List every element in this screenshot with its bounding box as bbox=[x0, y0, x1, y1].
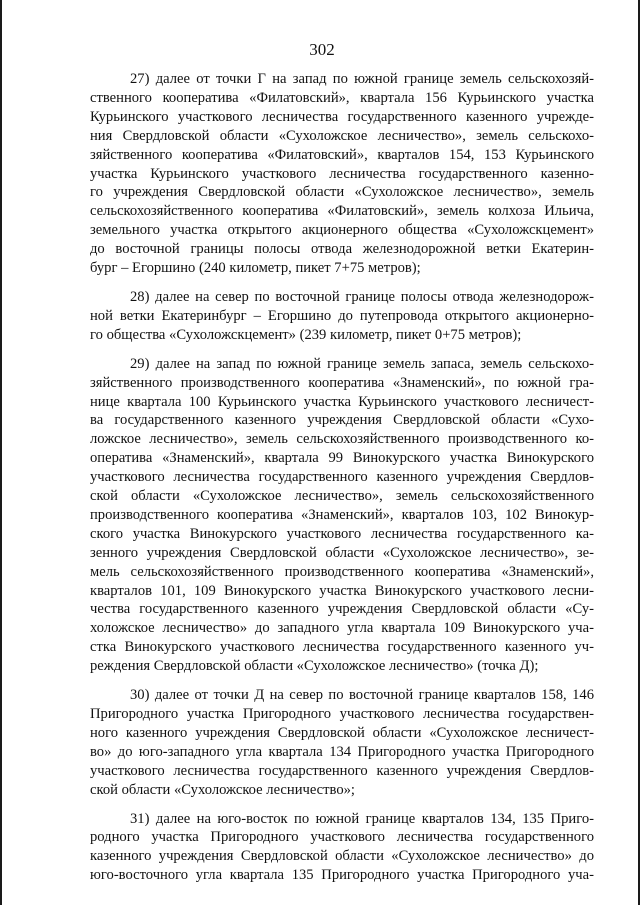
document-body bbox=[90, 70, 594, 895]
text-line: ственного кооператива «Филатовский», квартала 156 Курьинского участка bbox=[90, 89, 594, 106]
text-line: во» до юго-западного угла квартала 134 Пригородного участка Пригородного bbox=[90, 743, 594, 760]
text-line: Курьинского участкового лесничества государственного казенного учрежде- bbox=[90, 108, 594, 125]
text-line: 30) далее от точки Д на север по восточной границе кварталов 158, 146 bbox=[130, 687, 594, 704]
text-line: чества государственного казенного учреждения Свердловской области «Су- bbox=[90, 601, 594, 618]
paragraph bbox=[90, 355, 594, 676]
text-line: зяйственного кооператива «Филатовский», кварталов 154, 153 Курьинского bbox=[90, 146, 594, 163]
text-line: кварталов 101, 109 Винокурского участка Винокурского участкового лесни- bbox=[90, 582, 594, 599]
paragraph bbox=[90, 70, 594, 278]
text-line: 28) далее на север по восточной границе полосы отвода железнодорож- bbox=[130, 288, 594, 305]
text-line: казенного учреждения Свердловской области «Сухоложское лесничество» до bbox=[90, 848, 594, 865]
text-line: земельного участка открытого акционерного общества «Сухоложскцемент» bbox=[90, 222, 594, 239]
text-line: сельскохозяйственного кооператива «Филатовский», земель колхоза Ильича, bbox=[90, 203, 594, 220]
text-line: реждения Свердловской области «Сухоложское лесничество» (точка Д); bbox=[90, 658, 539, 675]
text-line: 27) далее от точки Г на запад по южной границе земель сельскохозяй- bbox=[130, 71, 594, 87]
text-line: Пригородного участка Пригородного участкового лесничества государствен- bbox=[90, 706, 594, 722]
text-line: зяйственного производственного кооператива «Знаменский», по южной гра- bbox=[90, 374, 594, 391]
paragraph bbox=[90, 686, 594, 799]
text-line: го учреждения Свердловской области «Сухоложское лесничество», земель bbox=[90, 184, 594, 201]
text-line: родного участка Пригородного участкового лесничества государственного bbox=[90, 829, 594, 846]
text-line: нице квартала 100 Курьинского участка Курьинского участкового лесничест- bbox=[90, 393, 594, 410]
text-line: бург – Егоршино (240 километр, пикет 7+75 метров); bbox=[90, 260, 421, 277]
text-line: 29) далее на запад по южной границе земель запаса, земель сельскохо- bbox=[130, 355, 594, 372]
paragraph bbox=[90, 810, 594, 886]
text-line: холожское лесничество» до западного угла квартала 109 Винокурского уча- bbox=[90, 620, 594, 637]
text-line: мель сельскохозяйственного производственного кооператива «Знаменский», bbox=[90, 563, 594, 580]
text-line: ния Свердловской области «Сухоложское лесничество», земель сельскохо- bbox=[90, 127, 594, 144]
text-line: оператива «Знаменский», квартала 99 Винокурского участка Винокурского bbox=[90, 450, 594, 467]
text-line: участкового лесничества государственного казенного учреждения Свердлов- bbox=[90, 469, 594, 486]
text-line: ложское лесничество», земель сельскохозяйственного производственного ко- bbox=[90, 431, 594, 448]
page-number: 302 bbox=[309, 40, 335, 59]
text-line: стка Винокурского участкового лесничества государственного казенного уч- bbox=[90, 639, 594, 656]
text-line: ского участка Винокурского участкового лесничества государственного ка- bbox=[90, 525, 594, 542]
text-line: ской области «Сухоложское лесничество», земель сельскохозяйственного bbox=[90, 488, 594, 505]
text-line: ной ветки Екатеринбург – Егоршино до путепровода открытого акционерно- bbox=[90, 307, 594, 324]
text-line: производственного кооператива «Знаменский», кварталов 103, 102 Винокур- bbox=[90, 506, 594, 523]
text-line: 31) далее на юго-восток по южной границе кварталов 134, 135 Приго- bbox=[130, 810, 594, 827]
text-line: зенного учреждения Свердловской области «Сухоложское лесничество», зе- bbox=[90, 544, 594, 561]
text-line: ва государственного казенного учреждения Свердловской области «Сухо- bbox=[90, 412, 594, 429]
text-line: ного казенного учреждения Свердловской области «Сухоложское лесничест- bbox=[90, 724, 594, 741]
text-line: го общества «Сухоложскцемент» (239 километр, пикет 0+75 метров); bbox=[90, 326, 522, 343]
text-line: ской области «Сухоложское лесничество»; bbox=[90, 781, 355, 798]
text-line: участка Курьинского участкового лесничества государственного казенно- bbox=[90, 165, 594, 182]
text-line: до восточной границы полосы отвода железнодорожной ветки Екатерин- bbox=[90, 241, 594, 258]
paragraph bbox=[90, 288, 594, 345]
text-line: участкового лесничества государственного казенного учреждения Свердлов- bbox=[90, 762, 594, 779]
text-line: юго-восточного угла квартала 135 Пригородного участка Пригородного уча- bbox=[90, 867, 594, 884]
